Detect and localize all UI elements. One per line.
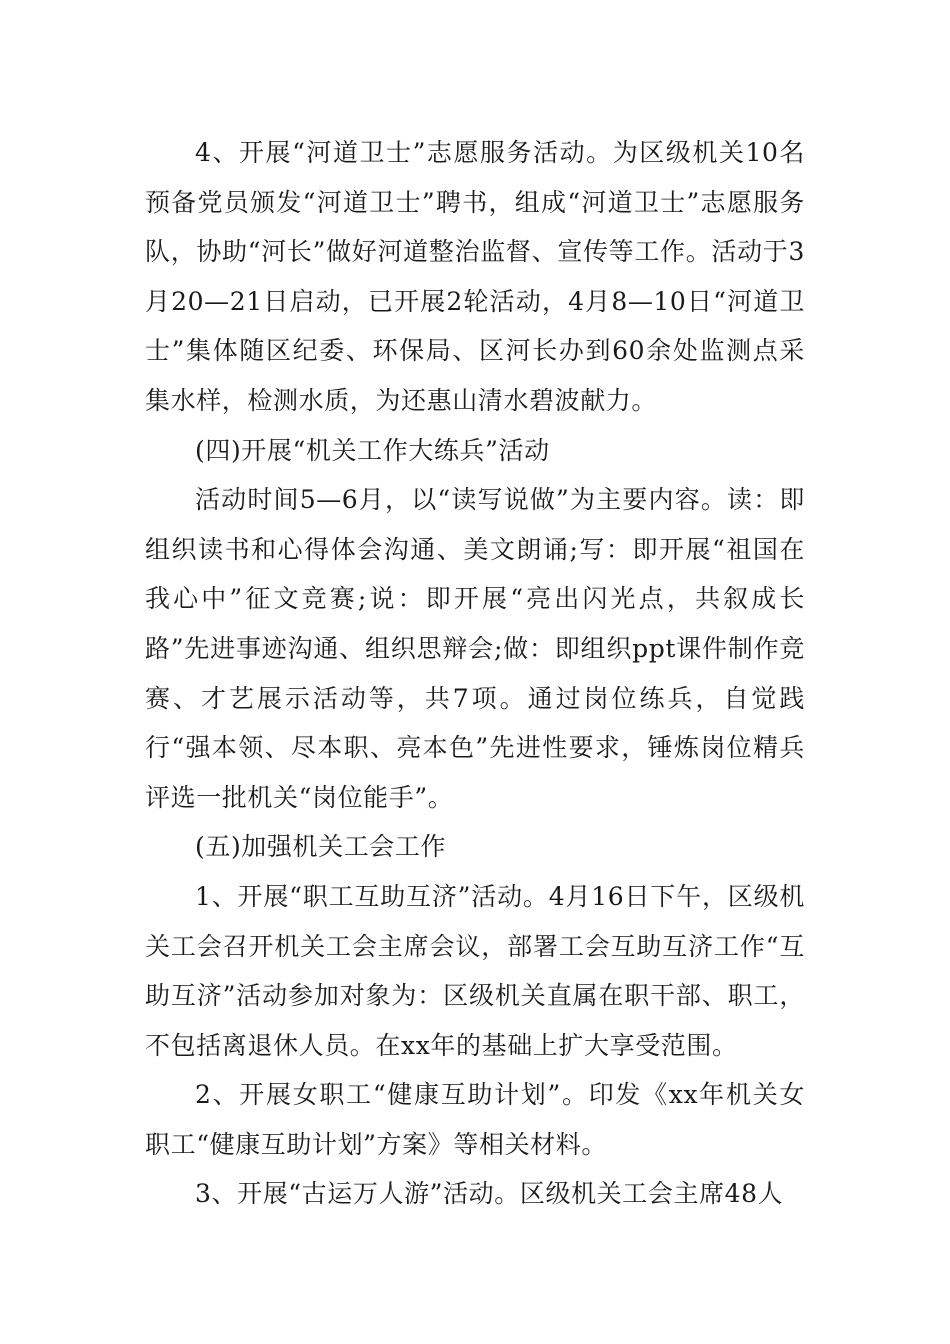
paragraph-mutual-aid: 1、开展“职工互助互济”活动。4月16日下午，区级机关工会召开机关工会主席会议，部署工会互助互济工作“互助互济”活动参加对象为：区级机关直属在职干部、职工，不包括离退休人员。在xx年的基础上扩大享受范围。 [145,881,805,1060]
paragraph-work-training-details: 活动时间5—6月，以“读写说做”为主要内容。读：即组织读书和心得体会沟通、美文朗诵;写：即开展“祖国在我心中”征文竞赛;说：即开展“亮出闪光点，共叙成长路”先进事迹沟通、组织思辩会;做：即组织ppt课件制作竞赛、才艺展示活动等，共7项。通过岗位练兵，自觉践行“强本领、尽本职、亮本色”先进性要求，锤炼岗位精兵评选一批机关“岗位能手”。 [145,485,805,812]
paragraph-river-guard-volunteer: 4、开展“河道卫士”志愿服务活动。为区级机关10名预备党员颁发“河道卫士”聘书，组成“河道卫士”志愿服务队，协助“河长”做好河道整治监督、宣传等工作。活动于3月20—21日启动，已开展2轮活动，4月8—10日“河道卫士”集体随区纪委、环保局、区河长办到60余处监测点采集水样，检测水质，为还惠山清水碧波献力。 [145,138,805,415]
paragraph-health-plan: 2、开展女职工“健康互助计划”。印发《xx年机关女职工“健康互助计划”方案》等相关材料。 [145,1080,805,1159]
paragraph-canal-tour: 3、开展“古运万人游”活动。区级机关工会主席48人 [195,1179,784,1209]
section-heading-union-work: (五)加强机关工会工作 [195,832,447,862]
section-heading-work-training: (四)开展“机关工作大练兵”活动 [195,435,550,465]
document-body [145,128,805,1219]
